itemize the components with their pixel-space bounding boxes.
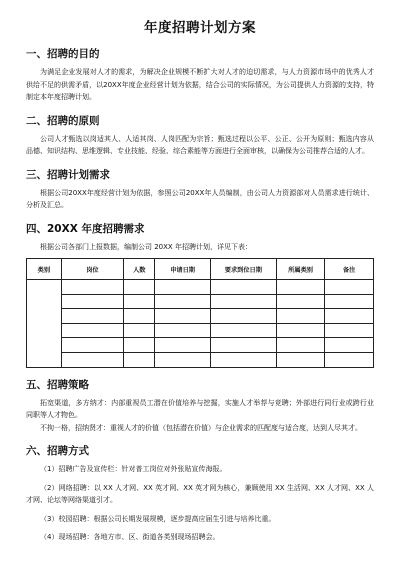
list-item: （1）招聘广告及宣传栏：针对普工岗位对外张贴宣传海报。 bbox=[40, 465, 227, 474]
table-cell[interactable] bbox=[210, 323, 276, 338]
list-item: （3）校园招聘：根据公司长期发展规模，逐步提高应届生引进与培养比重。 bbox=[40, 514, 276, 523]
table-row bbox=[27, 280, 374, 295]
table-row bbox=[27, 309, 374, 324]
table-cell[interactable] bbox=[325, 294, 374, 309]
section-body-plan-needs: 根据公司20XX年度经营计划为依据，参照公司20XX年人员编制，由公司人力资源部对人员需求进行统计、分析及汇总。 bbox=[26, 188, 374, 209]
table-cell[interactable] bbox=[155, 294, 211, 309]
table-cell[interactable] bbox=[325, 323, 374, 338]
table-cell[interactable] bbox=[325, 352, 374, 367]
table-header-category: 类别 bbox=[27, 259, 62, 280]
table-header-arrival-date: 要求到位日期 bbox=[210, 259, 276, 280]
table-cell[interactable] bbox=[276, 352, 325, 367]
section-heading-strategy: 五、招聘策略 bbox=[26, 378, 89, 391]
table-cell-category-merged[interactable] bbox=[27, 280, 62, 368]
document-title: 年度招聘计划方案 bbox=[144, 20, 256, 36]
table-cell[interactable] bbox=[61, 294, 123, 309]
table-cell[interactable] bbox=[155, 280, 211, 295]
table-cell[interactable] bbox=[276, 309, 325, 324]
list-item: （4）现场招聘：各地方市、区、街道各类别现场招聘会。 bbox=[40, 533, 220, 542]
section-body-purpose: 为满足企业发展对人才的需求，为解决企业规模不断扩大对人才的迫切需求，与人力资源市场中的优秀人才供给不足的供需矛盾，以20XX年度企业经营计划为依据，结合公司的实际情况，为公司提供人力资源的支持，特制定本年度招聘计划。 bbox=[26, 68, 374, 101]
table-cell[interactable] bbox=[61, 323, 123, 338]
table-cell[interactable] bbox=[276, 323, 325, 338]
table-cell[interactable] bbox=[210, 338, 276, 353]
table-row bbox=[27, 323, 374, 338]
section-heading-annual-needs: 四、20XX 年度招聘需求 bbox=[26, 222, 145, 235]
section-body-strategy-1: 拓宽渠道，多方纳才：内部重视员工潜在价值培养与挖掘，实施人才举荐与竞聘；外部进行同行业或跨行业同职等人才物色。 bbox=[26, 398, 374, 420]
section-heading-principles: 二、招聘的原则 bbox=[26, 114, 100, 127]
table-cell[interactable] bbox=[210, 280, 276, 295]
table-cell[interactable] bbox=[124, 323, 155, 338]
table-row bbox=[27, 294, 374, 309]
table-cell[interactable] bbox=[155, 352, 211, 367]
table-cell[interactable] bbox=[124, 352, 155, 367]
table-cell[interactable] bbox=[61, 309, 123, 324]
section-body-strategy-2: 不拘一格，招纳贤才：重视人才的价值（包括潜在价值）与企业需求的匹配度与适合度，达到人尽其才。 bbox=[40, 423, 362, 432]
table-row bbox=[27, 352, 374, 367]
table-header-row bbox=[27, 259, 374, 280]
table-header-remarks: 备注 bbox=[325, 259, 374, 280]
table-cell[interactable] bbox=[210, 352, 276, 367]
table-cell[interactable] bbox=[61, 280, 123, 295]
table-cell[interactable] bbox=[124, 280, 155, 295]
table-cell[interactable] bbox=[276, 338, 325, 353]
table-cell[interactable] bbox=[155, 323, 211, 338]
section-heading-plan-needs: 三、招聘计划需求 bbox=[26, 168, 110, 181]
section-body-annual-needs: 根据公司各部门上报数据，编制公司 20XX 年招聘计划，详见下表： bbox=[40, 242, 252, 251]
table-cell[interactable] bbox=[276, 294, 325, 309]
table-cell[interactable] bbox=[210, 294, 276, 309]
section-heading-methods: 六、招聘方式 bbox=[26, 445, 89, 458]
table-cell[interactable] bbox=[124, 338, 155, 353]
table-cell[interactable] bbox=[155, 309, 211, 324]
table-cell[interactable] bbox=[325, 280, 374, 295]
table-cell[interactable] bbox=[210, 309, 276, 324]
table-cell[interactable] bbox=[124, 294, 155, 309]
table-header-headcount: 人数 bbox=[124, 259, 155, 280]
table-cell[interactable] bbox=[61, 338, 123, 353]
table-cell[interactable] bbox=[276, 280, 325, 295]
table-header-position: 岗位 bbox=[61, 259, 123, 280]
table-cell[interactable] bbox=[325, 309, 374, 324]
table-cell[interactable] bbox=[61, 352, 123, 367]
section-heading-purpose: 一、招聘的目的 bbox=[26, 48, 100, 60]
table-row bbox=[27, 338, 374, 353]
table-header-apply-date: 申请日期 bbox=[155, 259, 211, 280]
list-item: （2）网络招聘：以 XX 人才网、XX 英才网、XX 英才网为核心，兼顾使用 XX 生活网、XX 人才网、XX 人才网、论坛等网络渠道引才。 bbox=[26, 483, 374, 505]
table-cell[interactable] bbox=[325, 338, 374, 353]
recruitment-table bbox=[26, 258, 374, 368]
section-body-principles: 公司人才甄选以岗适其人、人适其岗、人岗匹配为宗旨；甄选过程以公平、公正、公开为原则；甄选内容从品德、知识结构、思维逻辑、专业技能、经验、综合素能等方面进行全面审核，以确保为公司推荐合适的人才。 bbox=[26, 134, 374, 155]
table-cell[interactable] bbox=[155, 338, 211, 353]
table-header-type: 所属类别 bbox=[276, 259, 325, 280]
table-cell[interactable] bbox=[124, 309, 155, 324]
